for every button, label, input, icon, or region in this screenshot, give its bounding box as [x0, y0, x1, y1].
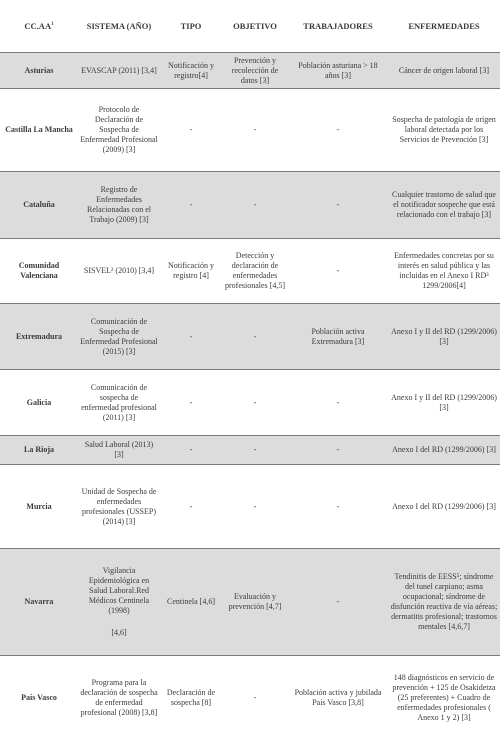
cell-tipo: - — [160, 89, 222, 172]
header-row — [0, 0, 500, 53]
cell-objetivo: - — [222, 304, 288, 370]
cell-sistema: Programa para la declaración de sospecha de enfermedad profesional (2008) [3,8] — [78, 656, 160, 740]
cell-sistema-text: Vigilancia Epidemiológica en Salud Laboral.Red Médicos Centinela (1998) — [88, 566, 150, 615]
cell-objetivo: - — [222, 89, 288, 172]
table-row — [0, 656, 500, 740]
cell-objetivo: - — [222, 465, 288, 549]
cell-sistema: Salud Laboral (2013) [3] — [78, 436, 160, 465]
table-row — [0, 370, 500, 436]
cell-objetivo: - — [222, 370, 288, 436]
cell-objetivo: Evaluación y prevención [4,7] — [222, 549, 288, 656]
cell-tipo: - — [160, 370, 222, 436]
cell-tipo: Notificación y registro [4] — [160, 239, 222, 304]
cell-ccaa: Navarra — [0, 549, 78, 656]
cell-sistema: SISVEL² (2010) [3,4] — [78, 239, 160, 304]
cell-sistema: Unidad de Sospecha de enfermedades profesionales (USSEP) (2014) [3] — [78, 465, 160, 549]
table-row — [0, 172, 500, 239]
cell-ccaa: Castilla La Mancha — [0, 89, 78, 172]
cell-ccaa: La Rioja — [0, 436, 78, 465]
cell-ccaa: Extremadura — [0, 304, 78, 370]
table-row — [0, 239, 500, 304]
cell-sistema-ref: [4,6] — [111, 628, 127, 637]
cell-enfermedades: Cualquier trastorno de salud que el notificador sospeche que está relacionado con el trabajo [3] — [388, 172, 500, 239]
cell-trabajadores: - — [288, 465, 388, 549]
cell-sistema: Protocolo de Declaración de Sospecha de Enfermedad Profesional (2009) [3] — [78, 89, 160, 172]
cell-ccaa: Asturias — [0, 53, 78, 89]
cell-enfermedades: Anexo I del RD (1299/2006) [3] — [388, 465, 500, 549]
cell-sistema — [78, 549, 160, 656]
cell-tipo: Declaración de sospecha [8] — [160, 656, 222, 740]
cell-trabajadores: - — [288, 172, 388, 239]
table-row — [0, 304, 500, 370]
cell-enfermedades: Anexo I y II del RD (1299/2006) [3] — [388, 370, 500, 436]
cell-enfermedades: Anexo I y II del RD (1299/2006) [3] — [388, 304, 500, 370]
table-row — [0, 436, 500, 465]
header-tipo: TIPO — [180, 21, 202, 31]
header-ccaa: $CC.AA^1$ — [24, 21, 54, 31]
cell-tipo: Notificación y registro[4] — [160, 53, 222, 89]
cell-enfermedades: Tendinitis de EESS⁵; síndrome del tunel carpiano; asma ocupacional; síndrome de disfunción reactiva de vía aéreas; dermatitis profesional; trastornos mentales [4,6,7] — [388, 549, 500, 656]
cell-enfermedades: Cáncer de origen laboral [3] — [388, 53, 500, 89]
cell-sistema: EVASCAP (2011) [3,4] — [78, 53, 160, 89]
table-row — [0, 465, 500, 549]
cell-sistema: Comunicación de sospecha de enfermedad profesional (2011) [3] — [78, 370, 160, 436]
header-objetivo: OBJETIVO — [233, 21, 277, 31]
cell-trabajadores: - — [288, 436, 388, 465]
table-row — [0, 53, 500, 89]
cell-tipo: - — [160, 304, 222, 370]
cell-sistema: Registro de Enfermedades Relacionadas con el Trabajo (2009) [3] — [78, 172, 160, 239]
cell-trabajadores: - — [288, 549, 388, 656]
cell-objetivo: - — [222, 656, 288, 740]
cell-trabajadores: Población activa y jubilada País Vasco [3,8] — [288, 656, 388, 740]
header-sistema: SISTEMA (AÑO) — [86, 21, 152, 31]
cell-ccaa: Cataluña — [0, 172, 78, 239]
cell-tipo: Centinela [4,6] — [160, 549, 222, 656]
cell-ccaa: Comunidad Valenciana — [0, 239, 78, 304]
cell-ccaa: Galicia — [0, 370, 78, 436]
cell-trabajadores: - — [288, 89, 388, 172]
header-enfermedades: ENFERMEDADES — [408, 21, 480, 31]
cell-objetivo: Detección y declaración de enfermedades profesionales [4,5] — [222, 239, 288, 304]
cell-tipo: - — [160, 465, 222, 549]
cell-objetivo: - — [222, 172, 288, 239]
cell-objetivo: Prevención y recolección de datos [3] — [222, 53, 288, 89]
table-row — [0, 549, 500, 656]
cell-trabajadores: Población asturiana > 18 años [3] — [288, 53, 388, 89]
cell-enfermedades: Enfermedades concretas por su interés en salud pública y las incluidas en el Anexo I RD³ 1299/2006[4] — [388, 239, 500, 304]
cell-tipo: - — [160, 172, 222, 239]
cell-tipo: - — [160, 436, 222, 465]
cell-ccaa: País Vasco — [0, 656, 78, 740]
cell-ccaa: Murcia — [0, 465, 78, 549]
cell-enfermedades: 148 diagnósticos en servicio de prevención + 125 de Osakidetza (25 preferentes) + Cuadro de enfermedades profesionales ( Anexo 1 y 2) [3] — [388, 656, 500, 740]
table-row — [0, 89, 500, 172]
header-trabajadores: TRABAJADORES — [303, 21, 373, 31]
cell-enfermedades: Anexo I del RD (1299/2006) [3] — [388, 436, 500, 465]
cell-trabajadores: - — [288, 239, 388, 304]
cell-objetivo: - — [222, 436, 288, 465]
cell-trabajadores: - — [288, 370, 388, 436]
cell-trabajadores: Población activa Extremadura [3] — [288, 304, 388, 370]
cell-enfermedades: Sospecha de patología de origen laboral detectada por los Servicios de Prevención [3] — [388, 89, 500, 172]
cell-sistema: Comunicación de Sospecha de Enfermedad Profesional (2015) [3] — [78, 304, 160, 370]
